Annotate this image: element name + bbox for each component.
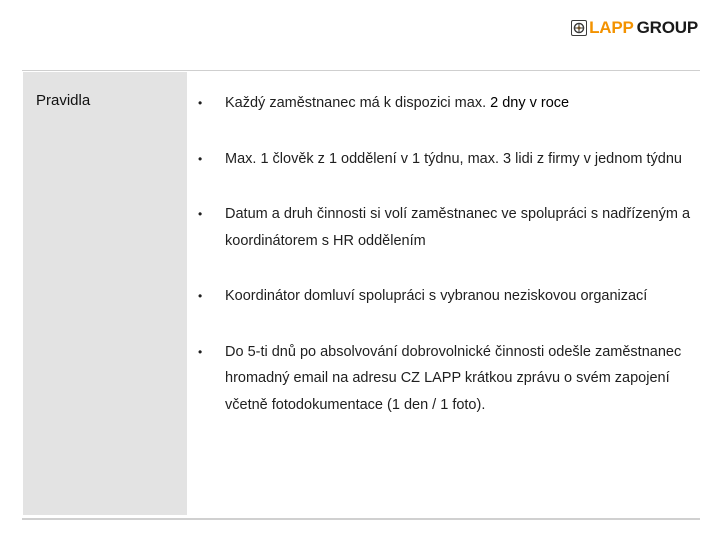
list-item [198, 201, 698, 254]
rule-text [225, 90, 698, 117]
bullet-icon: • [198, 207, 203, 221]
rule-text: Datum a druh činnosti si volí zaměstnanec ve spolupráci s nadřízeným a koordinátorem s HR oddělením [225, 206, 691, 249]
sidebar-label: Pravidla [36, 92, 91, 109]
rule-text: Max. 1 člověk z 1 oddělení v 1 týdnu, max. 3 lidi z firmy v jednom týdnu [225, 150, 682, 167]
list-item [198, 339, 698, 419]
bullet-icon: • [198, 151, 203, 166]
bullet-icon: • [198, 289, 203, 303]
list-item [198, 283, 698, 310]
rule-text: Do 5-ti dnů po absolvování dobrovolnické činnosti odešle zaměstnanec hromadný email na adresu CZ LAPP krátkou zprávu o svém zapojení včetně fotodokumentace (1 den / 1 foto). [225, 343, 682, 413]
top-divider [22, 70, 700, 71]
bullet-icon: • [198, 96, 203, 110]
lapp-logo-mark-icon [571, 20, 587, 36]
logo-group-text: GROUP [636, 18, 698, 37]
rules-list [198, 90, 698, 418]
rule-text: Koordinátor domluví spolupráci s vybranou neziskovou organizací [225, 288, 648, 304]
logo-wordmark [589, 18, 698, 38]
lapp-group-logo [571, 18, 698, 38]
list-item [198, 146, 698, 173]
rule-text-plain: Každý zaměstnanec má k dispozici max. [225, 95, 491, 111]
list-item [198, 90, 698, 117]
bottom-divider [22, 518, 700, 520]
sidebar-panel [23, 72, 187, 515]
bullet-icon: • [198, 344, 203, 359]
logo-brand-text: LAPP [589, 18, 634, 37]
rule-text-emphasis: 2 dny v roce [490, 95, 570, 111]
